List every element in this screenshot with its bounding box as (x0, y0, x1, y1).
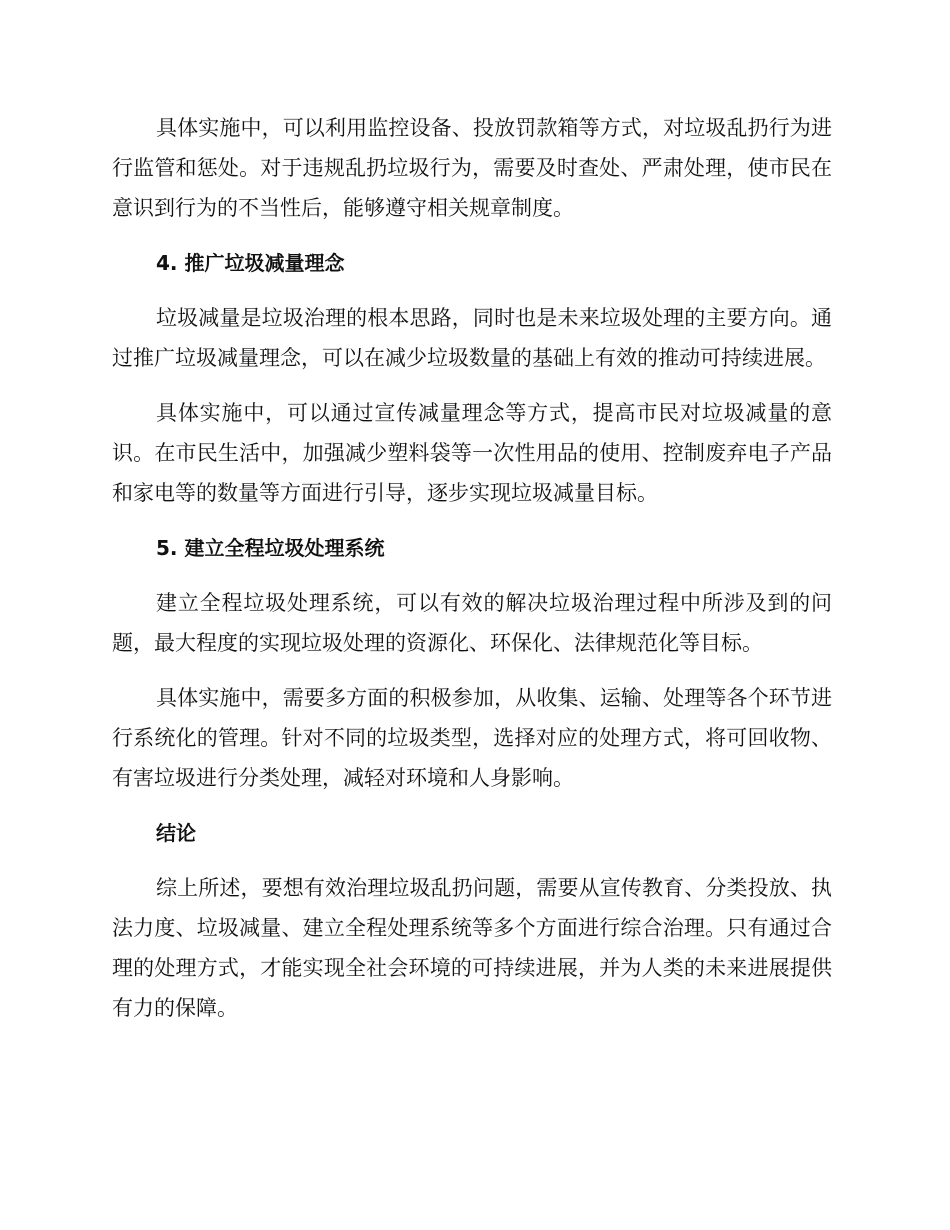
document-body (112, 108, 832, 1043)
section-heading-4: 4. 推广垃圾减量理念 (156, 251, 345, 275)
conclusion-heading: 结论 (156, 821, 196, 845)
paragraph-conclusion: 综上所述，要想有效治理垃圾乱扔问题，需要从宣传教育、分类投放、执法力度、垃圾减量、建立全程处理系统等多个方面进行综合治理。只有通过合理的处理方式，才能实现全社会环境的可持续进展，并为人类的未来进展提供有力的保障。 (112, 876, 832, 1020)
paragraph-enforcement-implementation: 具体实施中，可以利用监控设备、投放罚款箱等方式，对垃圾乱扔行为进行监管和惩处。对于违规乱扔垃圾行为，需要及时查处、严肃处理，使市民在意识到行为的不当性后，能够遵守相关规章制度。 (112, 116, 832, 220)
paragraph-reduction-implementation: 具体实施中，可以通过宣传减量理念等方式，提高市民对垃圾减量的意识。在市民生活中，加强减少塑料袋等一次性用品的使用、控制废弃电子产品和家电等的数量等方面进行引导，逐步实现垃圾减量目标。 (112, 401, 832, 505)
paragraph-system-concept: 建立全程垃圾处理系统，可以有效的解决垃圾治理过程中所涉及到的问题，最大程度的实现垃圾处理的资源化、环保化、法律规范化等目标。 (112, 591, 832, 655)
section-heading-5: 5. 建立全程垃圾处理系统 (156, 536, 385, 560)
paragraph-reduction-concept: 垃圾减量是垃圾治理的根本思路，同时也是未来垃圾处理的主要方向。通过推广垃圾减量理念，可以在减少垃圾数量的基础上有效的推动可持续进展。 (112, 306, 832, 370)
paragraph-system-implementation: 具体实施中，需要多方面的积极参加，从收集、运输、处理等各个环节进行系统化的管理。针对不同的垃圾类型，选择对应的处理方式，将可回收物、有害垃圾进行分类处理，减轻对环境和人身影响。 (112, 686, 832, 790)
